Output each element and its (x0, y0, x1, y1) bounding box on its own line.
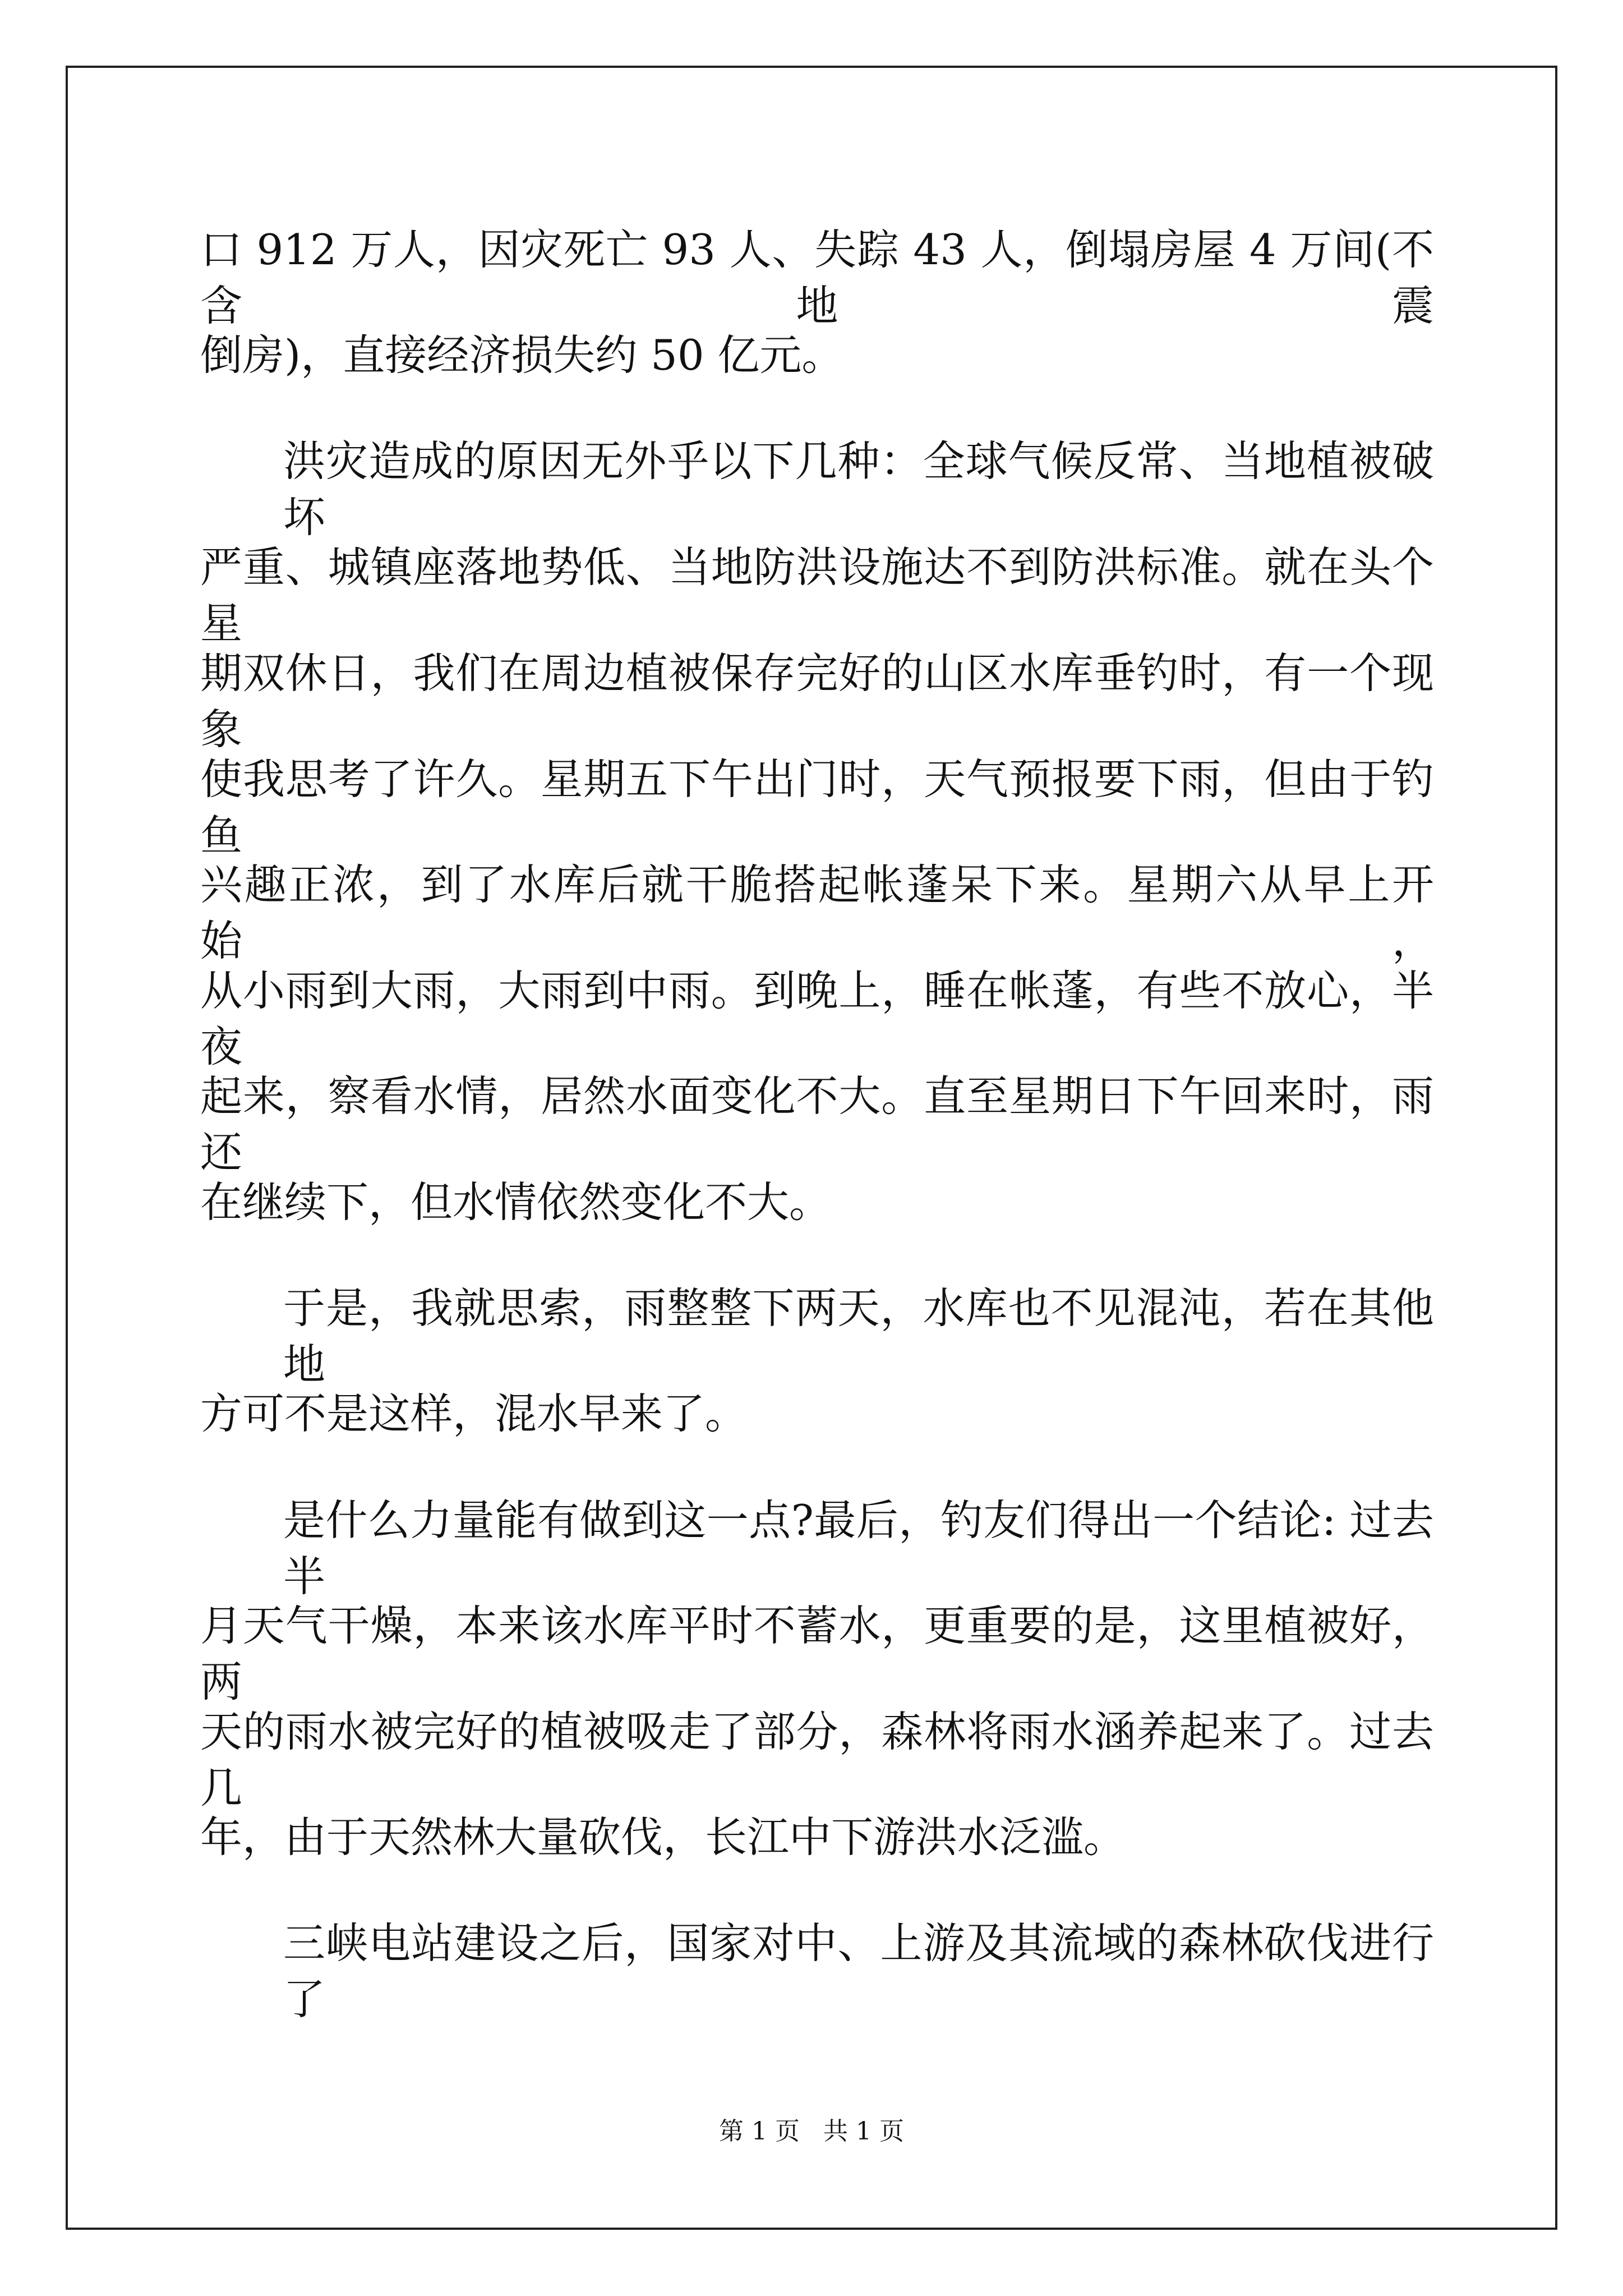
text-line: 天的雨水被完好的植被吸走了部分，森林将雨水涵养起来了。过去几 (200, 1707, 1434, 1812)
page-total: 共 1 页 (823, 2117, 904, 2146)
text-line: 月天气干燥，本来该水库平时不蓄水，更重要的是，这里植被好，两 (200, 1601, 1434, 1706)
page-footer (0, 2115, 1623, 2148)
page-number: 第 1 页 (719, 2117, 800, 2146)
paragraph-first-line: 是什么力量能有做到这一点?最后，钓友们得出一个结论: 过去半 (283, 1496, 1434, 1601)
paragraph-first-line: 于是，我就思索，雨整整下两天，水库也不见混沌，若在其他地 (283, 1283, 1434, 1389)
text-line: 年，由于天然林大量砍伐，长江中下游洪水泛滥。 (200, 1812, 1126, 1862)
text-line: 期双休日，我们在周边植被保存完好的山区水库垂钓时，有一个现象 (200, 648, 1434, 754)
text-line: 使我思考了许久。星期五下午出门时，天气预报要下雨，但由于钓鱼 (200, 754, 1434, 860)
text-line: 倒房)，直接经济损失约 50 亿元。 (200, 330, 844, 380)
text-line: 方可不是这样，混水早来了。 (200, 1389, 748, 1438)
text-line: 从小雨到大雨，大雨到中雨。到晚上，睡在帐蓬，有些不放心，半夜 (200, 966, 1434, 1071)
text-line: 严重、城镇座落地势低、当地防洪设施达不到防洪标准。就在头个星 (200, 542, 1434, 648)
page-border (66, 66, 1557, 2230)
text-line: 口 912 万人，因灾死亡 93 人、失踪 43 人，倒塌房屋 4 万间(不含地震 (200, 225, 1434, 330)
text-line: 在继续下，但水情依然变化不大。 (200, 1177, 832, 1227)
text-line: 兴趣正浓，到了水库后就干脆搭起帐蓬呆下来。星期六从早上开始， (200, 860, 1434, 965)
paragraph-first-line: 三峡电站建设之后，国家对中、上游及其流域的森林砍伐进行了 (283, 1918, 1434, 2024)
text-line: 起来，察看水情，居然水面变化不大。直至星期日下午回来时，雨还 (200, 1071, 1434, 1177)
paragraph-first-line: 洪灾造成的原因无外乎以下几种：全球气候反常、当地植被破坏 (283, 436, 1434, 542)
